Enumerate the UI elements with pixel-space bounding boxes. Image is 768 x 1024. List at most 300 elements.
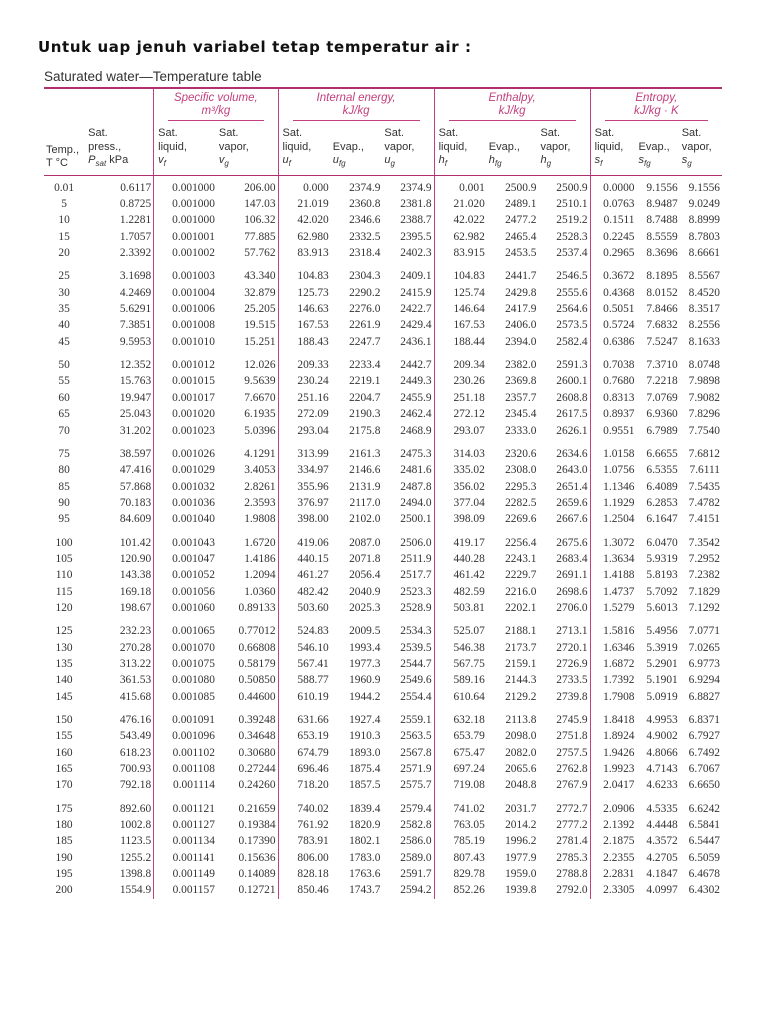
table-cell: 272.12 — [434, 406, 487, 422]
table-cell: 6.5841 — [688, 819, 720, 832]
spacer-cell — [154, 261, 217, 268]
table-cell: 2539.5 — [400, 641, 432, 654]
table-cell: 9.5639 — [244, 375, 276, 388]
table-row — [44, 479, 722, 495]
table-cell: 0.89133 — [238, 601, 276, 614]
spacer-cell — [44, 705, 86, 712]
table-cell: 0.001080 — [154, 672, 217, 688]
spacer-cell — [538, 350, 590, 357]
table-cell: 1802.1 — [349, 835, 381, 848]
spacer-cell — [538, 705, 590, 712]
table-cell: 209.33 — [278, 357, 331, 373]
table-cell: 6.9294 — [688, 674, 720, 687]
column-header-6 — [382, 123, 434, 175]
table-cell: 1.0158 — [590, 446, 636, 462]
table-cell: 19.947 — [119, 391, 152, 404]
table-cell: 674.79 — [278, 745, 331, 761]
spacer-cell — [487, 261, 539, 268]
table-cell: 2500.9 — [505, 181, 537, 194]
table-cell: 503.81 — [434, 600, 487, 616]
table-cell: 1.7392 — [590, 672, 636, 688]
table-cell: 0.6117 — [120, 181, 152, 194]
table-cell: 62.982 — [434, 229, 487, 245]
table-cell: 65 — [58, 408, 70, 421]
table-cell: 2500.1 — [400, 513, 432, 526]
table-cell: 0.001108 — [154, 761, 217, 777]
table-cell: 1.5816 — [590, 623, 636, 639]
table-cell: 543.49 — [119, 730, 152, 743]
table-cell: 6.4089 — [646, 480, 678, 493]
table-cell: 40 — [58, 319, 70, 332]
table-cell: 2332.5 — [349, 230, 381, 243]
column-header-line: Sat. — [282, 127, 303, 139]
table-cell: 1977.9 — [505, 851, 537, 864]
spacer-cell — [86, 350, 153, 357]
table-cell: 200 — [55, 884, 73, 897]
table-cell: 1960.9 — [349, 674, 381, 687]
table-cell: 6.5447 — [688, 835, 720, 848]
table-cell: 1763.6 — [349, 868, 381, 881]
table-cell: 0.1511 — [590, 212, 636, 228]
spacer-cell — [538, 616, 590, 623]
table-cell: 476.16 — [119, 714, 152, 726]
table-cell: 440.15 — [278, 551, 331, 567]
table-cell: 0.50850 — [238, 674, 276, 687]
table-cell: 2318.4 — [349, 247, 381, 260]
group-spacer — [44, 350, 722, 357]
table-row — [44, 317, 722, 333]
table-cell: 2014.2 — [505, 819, 537, 832]
table-cell: 700.93 — [119, 763, 152, 776]
table-cell: 2449.3 — [400, 375, 432, 388]
table-cell: 653.19 — [278, 728, 331, 744]
table-cell: 2320.6 — [505, 447, 537, 460]
table-cell: 2489.1 — [505, 198, 537, 211]
table-cell: 0.2965 — [590, 245, 636, 261]
table-cell: 146.63 — [278, 301, 331, 317]
table-cell: 2442.7 — [400, 359, 432, 372]
table-cell: 0.0000 — [590, 175, 636, 196]
table-cell: 6.7492 — [688, 746, 720, 759]
table-cell: 2247.7 — [349, 335, 381, 348]
table-cell: 440.28 — [434, 551, 487, 567]
table-cell: 461.27 — [278, 567, 331, 583]
table-cell: 6.5355 — [646, 464, 678, 477]
table-cell: 2691.1 — [556, 569, 588, 582]
spacer-cell — [44, 528, 86, 535]
table-cell: 2739.8 — [556, 690, 588, 703]
table-cell: 2617.5 — [556, 408, 588, 421]
table-cell: 2436.1 — [400, 335, 432, 348]
table-cell: 0.01 — [54, 181, 75, 194]
table-cell: 20 — [58, 247, 70, 260]
table-cell: 2369.8 — [505, 375, 537, 388]
table-cell: 7.5435 — [688, 480, 720, 493]
table-cell: 21.020 — [434, 196, 487, 212]
table-row — [44, 866, 722, 882]
table-cell: 2745.9 — [556, 714, 588, 726]
table-cell: 145 — [55, 690, 73, 703]
table-cell: 1398.8 — [119, 868, 152, 881]
table-cell: 377.04 — [434, 495, 487, 511]
table-cell: 7.1829 — [688, 585, 720, 598]
table-cell: 0.44600 — [238, 690, 276, 703]
spacer-cell — [217, 350, 278, 357]
table-cell: 32.879 — [244, 286, 276, 299]
table-cell: 2202.1 — [505, 601, 537, 614]
table-row — [44, 640, 722, 656]
table-cell: 0.14089 — [238, 868, 276, 881]
table-cell: 84.609 — [119, 513, 152, 526]
column-header-2 — [154, 123, 217, 175]
table-cell: 2626.1 — [556, 424, 588, 437]
table-cell: 2269.6 — [505, 513, 537, 526]
table-cell: 2190.3 — [349, 408, 381, 421]
table-cell: 0.001043 — [154, 535, 217, 551]
table-cell: 2381.8 — [400, 198, 432, 211]
table-cell: 2675.6 — [556, 536, 588, 549]
column-header-9 — [538, 123, 590, 175]
table-cell: 2261.9 — [349, 319, 381, 332]
table-cell: 313.22 — [119, 657, 152, 670]
spacer-cell — [154, 350, 217, 357]
table-cell: 1.8418 — [590, 712, 636, 728]
table-cell: 2282.5 — [505, 496, 537, 509]
table-cell: 2528.3 — [556, 230, 588, 243]
table-cell: 0.21659 — [238, 802, 276, 815]
group-entropy: Entropy, kJ/kg · K — [590, 89, 722, 123]
table-cell: 546.38 — [434, 640, 487, 656]
spacer-cell — [278, 350, 331, 357]
table-cell: 2608.8 — [556, 391, 588, 404]
table-cell: 0.8937 — [590, 406, 636, 422]
table-cell: 1.5279 — [590, 600, 636, 616]
group-specific-volume: Specific volume, m³/kg — [154, 89, 278, 123]
table-cell: 0.001127 — [154, 817, 217, 833]
spacer-cell — [680, 261, 722, 268]
table-cell: 828.18 — [278, 866, 331, 882]
table-cell: 80 — [58, 464, 70, 477]
spacer-cell — [86, 528, 153, 535]
table-cell: 2517.7 — [400, 569, 432, 582]
table-cell: 2129.2 — [505, 690, 537, 703]
table-row — [44, 801, 722, 817]
table-cell: 0.001 — [434, 175, 487, 196]
table-cell: 7.6812 — [688, 447, 720, 460]
table-cell: 588.77 — [278, 672, 331, 688]
table-cell: 718.20 — [278, 777, 331, 793]
column-header-3 — [217, 123, 278, 175]
table-cell: 1.1346 — [590, 479, 636, 495]
table-cell: 7.3710 — [646, 359, 678, 372]
table-cell: 8.4520 — [688, 286, 720, 299]
table-cell: 1002.8 — [119, 819, 152, 832]
table-cell: 0.5051 — [590, 301, 636, 317]
table-cell: 0.001000 — [154, 212, 217, 228]
table-cell: 0.001003 — [154, 268, 217, 284]
table-cell: 0.77012 — [238, 625, 276, 638]
table-cell: 2290.2 — [349, 286, 381, 299]
spacer-cell — [44, 261, 86, 268]
table-cell: 0.12721 — [238, 884, 276, 897]
table-row — [44, 535, 722, 551]
table-cell: 2394.0 — [505, 335, 537, 348]
table-cell: 0.0763 — [590, 196, 636, 212]
table-cell: 5.0396 — [244, 424, 276, 437]
table-cell: 7.7540 — [688, 424, 720, 437]
table-cell: 4.5335 — [646, 802, 678, 815]
table-cell: 2406.0 — [505, 319, 537, 332]
table-row — [44, 777, 722, 793]
table-cell: 167.53 — [434, 317, 487, 333]
spacer-cell — [382, 439, 434, 446]
spacer-cell — [487, 439, 539, 446]
table-cell: 1839.4 — [349, 802, 381, 815]
spacer-cell — [487, 350, 539, 357]
table-cell: 60 — [58, 391, 70, 404]
table-cell: 77.885 — [244, 230, 276, 243]
table-cell: 0.3672 — [590, 268, 636, 284]
table-cell: 2161.3 — [349, 447, 381, 460]
table-cell: 100 — [55, 536, 73, 549]
table-cell: 2308.0 — [505, 464, 537, 477]
table-cell: 55 — [58, 375, 70, 388]
table-cell: 38.597 — [119, 447, 152, 460]
spacer-cell — [154, 439, 217, 446]
column-header-line: vapor, — [540, 140, 571, 153]
table-cell: 206.00 — [244, 181, 276, 194]
table-cell: 2229.7 — [505, 569, 537, 582]
table-cell: 0.15636 — [238, 851, 276, 864]
table-cell: 2500.9 — [556, 181, 588, 194]
table-cell: 2233.4 — [349, 359, 381, 372]
spacer-cell — [637, 528, 680, 535]
table-row — [44, 672, 722, 688]
table-cell: 361.53 — [119, 674, 152, 687]
spacer-cell — [278, 616, 331, 623]
column-header-line: $P_{sat}$ kPa — [88, 154, 129, 169]
table-cell: 8.3517 — [688, 303, 720, 316]
table-cell: 398.09 — [434, 511, 487, 527]
spacer-cell — [487, 528, 539, 535]
table-cell: 150 — [55, 714, 73, 726]
spacer-cell — [86, 261, 153, 268]
table-cell: 270.28 — [119, 641, 152, 654]
table-cell: 1910.3 — [349, 730, 381, 743]
spacer-cell — [680, 350, 722, 357]
spacer-cell — [680, 794, 722, 801]
spacer-cell — [382, 261, 434, 268]
table-row — [44, 495, 722, 511]
table-cell: 567.41 — [278, 656, 331, 672]
table-cell: 8.9487 — [646, 198, 678, 211]
table-cell: 0.58179 — [238, 657, 276, 670]
table-cell: 0.6386 — [590, 334, 636, 350]
table-row — [44, 584, 722, 600]
table-row — [44, 689, 722, 705]
table-cell: 30 — [58, 286, 70, 299]
table-cell: 1927.4 — [349, 714, 381, 726]
table-cell: 147.03 — [244, 198, 276, 211]
spacer-cell — [278, 794, 331, 801]
table-cell: 2395.5 — [400, 230, 432, 243]
table-cell: 2216.0 — [505, 585, 537, 598]
table-cell: 2591.3 — [556, 359, 588, 372]
table-cell: 2113.8 — [505, 714, 537, 726]
spacer-cell — [538, 261, 590, 268]
column-header-line: Sat. — [540, 127, 561, 139]
table-cell: 2554.4 — [400, 690, 432, 703]
spacer-cell — [590, 261, 636, 268]
table-cell: 589.16 — [434, 672, 487, 688]
column-header-line: $s_{fg}$ — [638, 154, 651, 169]
column-header-line: press., — [88, 140, 122, 153]
table-cell: 0.001102 — [154, 745, 217, 761]
table-cell: 4.2469 — [119, 286, 152, 299]
table-cell: 31.202 — [119, 424, 152, 437]
table-cell: 5.4956 — [646, 625, 678, 638]
table-cell: 7.4151 — [688, 513, 720, 526]
table-cell: 5.6013 — [646, 601, 678, 614]
table-cell: 7.0265 — [688, 641, 720, 654]
table-cell: 785.19 — [434, 833, 487, 849]
table-cell: 2573.5 — [556, 319, 588, 332]
column-header-line: liquid, — [158, 140, 187, 153]
table-cell: 106.32 — [244, 214, 276, 227]
table-cell: 7.8296 — [688, 408, 720, 421]
table-row — [44, 462, 722, 478]
table-cell: 0.001036 — [154, 495, 217, 511]
table-cell: 892.60 — [119, 802, 152, 815]
table-cell: 2594.2 — [400, 884, 432, 897]
table-cell: 2757.5 — [556, 746, 588, 759]
table-cell: 525.07 — [434, 623, 487, 639]
spacer-cell — [637, 350, 680, 357]
table-cell: 0.001004 — [154, 285, 217, 301]
table-cell: 6.8827 — [688, 690, 720, 703]
spacer-cell — [590, 350, 636, 357]
table-cell: 12.026 — [244, 359, 276, 372]
table-cell: 2.3392 — [119, 247, 152, 260]
table-cell: 0.001075 — [154, 656, 217, 672]
column-header-line: Evap., — [638, 140, 670, 153]
table-cell: 792.18 — [119, 779, 152, 792]
table-title: Saturated water—Temperature table — [44, 69, 262, 84]
column-header-line: Sat. — [438, 127, 459, 139]
table-cell: 2429.4 — [400, 319, 432, 332]
table-row — [44, 406, 722, 422]
table-cell: 2475.3 — [400, 447, 432, 460]
spacer-cell — [538, 794, 590, 801]
table-cell: 2357.7 — [505, 391, 537, 404]
table-cell: 0.001149 — [154, 866, 217, 882]
table-cell: 2468.9 — [400, 424, 432, 437]
column-header-11 — [637, 123, 680, 175]
table-cell: 0.001020 — [154, 406, 217, 422]
table-cell: 850.46 — [278, 882, 331, 898]
table-cell: 2.1392 — [590, 817, 636, 833]
table-cell: 2453.5 — [505, 247, 537, 260]
table-cell: 1893.0 — [349, 746, 381, 759]
table-cell: 8.1895 — [646, 270, 678, 283]
table-cell: 1.4186 — [244, 552, 276, 565]
table-cell: 2417.9 — [505, 303, 537, 316]
table-cell: 175 — [55, 802, 73, 815]
spacer-cell — [434, 616, 487, 623]
table-cell: 2.3305 — [590, 882, 636, 898]
table-cell: 6.7927 — [688, 730, 720, 743]
table-cell: 0.9551 — [590, 423, 636, 439]
table-row — [44, 817, 722, 833]
table-row — [44, 357, 722, 373]
table-cell: 4.4448 — [646, 819, 678, 832]
table-cell: 0.001000 — [154, 196, 217, 212]
table-cell: 9.1556 — [646, 181, 678, 194]
table-cell: 188.43 — [278, 334, 331, 350]
group-spacer — [44, 439, 722, 446]
table-cell: 45 — [58, 335, 70, 348]
table-cell: 334.97 — [278, 462, 331, 478]
spacer-cell — [680, 616, 722, 623]
table-cell: 0.24260 — [238, 779, 276, 792]
table-cell: 0.001091 — [154, 712, 217, 728]
spacer-cell — [86, 705, 153, 712]
table-cell: 7.2952 — [688, 552, 720, 565]
table-cell: 415.68 — [119, 690, 152, 703]
column-header-row — [44, 123, 722, 175]
table-row — [44, 850, 722, 866]
spacer-cell — [331, 794, 383, 801]
table-cell: 3.4053 — [244, 464, 276, 477]
column-header-line: vapor, — [384, 140, 415, 153]
group-spacer — [44, 261, 722, 268]
table-cell: 2582.8 — [400, 819, 432, 832]
table-cell: 2056.4 — [349, 569, 381, 582]
table-cell: 1.6720 — [244, 536, 276, 549]
table-cell: 5.2901 — [646, 657, 678, 670]
spacer-cell — [590, 528, 636, 535]
table-cell: 6.0470 — [646, 536, 678, 549]
table-cell: 2720.1 — [556, 641, 588, 654]
table-cell: 2792.0 — [556, 884, 588, 897]
spacer-cell — [382, 616, 434, 623]
spacer-cell — [434, 350, 487, 357]
table-cell: 7.5247 — [646, 335, 678, 348]
table-cell: 0.27244 — [238, 763, 276, 776]
table-cell: 2374.9 — [400, 181, 432, 194]
table-cell: 1993.4 — [349, 641, 381, 654]
table-cell: 806.00 — [278, 850, 331, 866]
table-cell: 6.5059 — [688, 851, 720, 864]
table-cell: 1857.5 — [349, 779, 381, 792]
table-row — [44, 268, 722, 284]
table-cell: 0.001000 — [154, 175, 217, 196]
spacer-cell — [637, 439, 680, 446]
table-cell: 1743.7 — [349, 884, 381, 897]
table-cell: 2494.0 — [400, 496, 432, 509]
spacer-cell — [590, 794, 636, 801]
table-cell: 2102.0 — [349, 513, 381, 526]
table-cell: 2276.0 — [349, 303, 381, 316]
table-cell: 1959.0 — [505, 868, 537, 881]
column-header-line: Sat. — [158, 127, 178, 139]
table-cell: 4.8066 — [646, 746, 678, 759]
table-row — [44, 761, 722, 777]
table-cell: 21.019 — [278, 196, 331, 212]
table-cell: 2025.3 — [349, 601, 381, 614]
table-cell: 2788.8 — [556, 868, 588, 881]
table-cell: 610.64 — [434, 689, 487, 705]
